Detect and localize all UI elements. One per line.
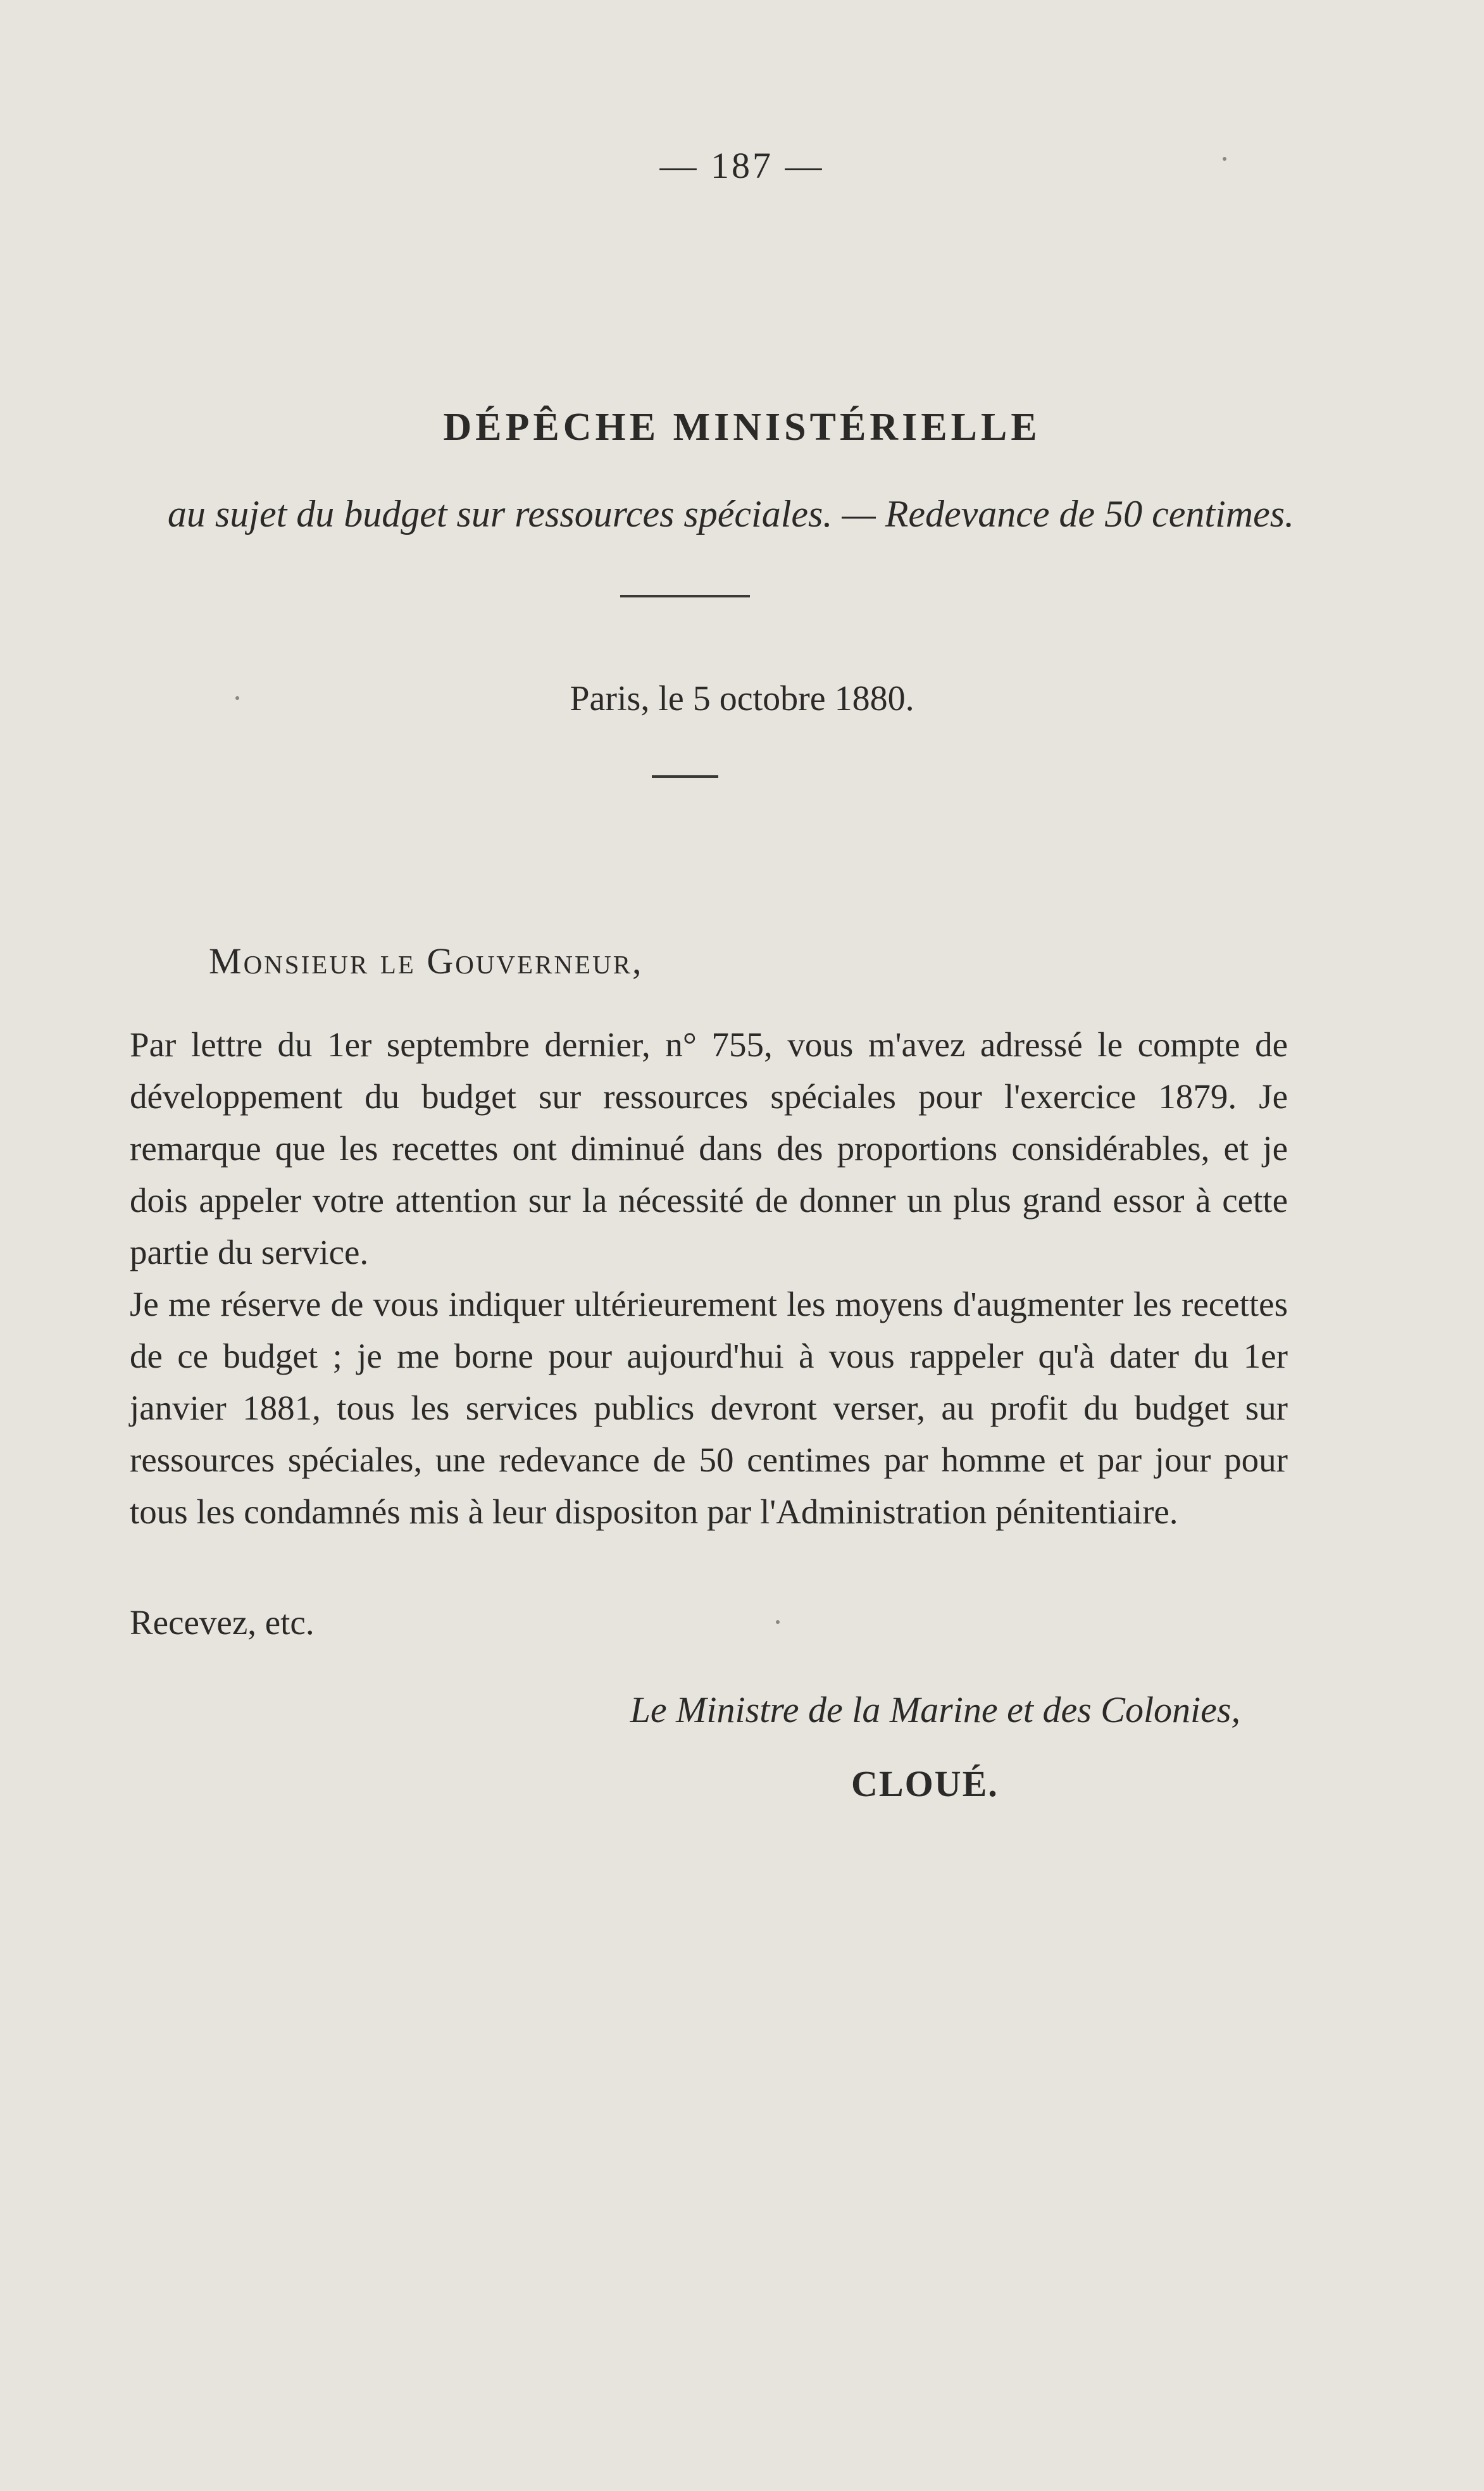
separator-rule: [620, 595, 750, 597]
separator-rule-short: [652, 775, 718, 778]
document-title: DÉPÊCHE MINISTÉRIELLE: [443, 406, 1041, 449]
salutation: Monsieur le Gouverneur,: [209, 940, 644, 982]
signature-title: Le Ministre de la Marine et des Colonies,: [630, 1689, 1240, 1730]
letter-body: [130, 1019, 1288, 1538]
paragraph-1: Par lettre du 1er septembre dernier, n° 755, vous m'avez adressé le compte de développement du budget sur ressources spéciales pour l'exercice 1879. Je remarque que les recettes ont diminué dans des proportions considérables, et je dois appeler votre attention sur la nécessité de donner un plus grand essor à cette partie du service.: [130, 1025, 1288, 1271]
closing-formula: Recevez, etc.: [130, 1603, 315, 1642]
dateline: Paris, le 5 octobre 1880.: [570, 679, 914, 718]
document-subtitle: au sujet du budget sur ressources spéciales. — Redevance de 50 centimes.: [167, 493, 1295, 535]
paragraph-2: Je me réserve de vous indiquer ultérieurement les moyens d'augmenter les recettes de ce budget ; je me borne pour aujourd'hui à vous rappeler qu'à dater du 1er janvier 1881, tous les services publics devront verser, au profit du budget sur ressources spéciales, une redevance de 50 centimes par homme et par jour pour tous les condamnés mis à leur dispositon par l'Administration pénitentiaire.: [130, 1285, 1288, 1531]
paper-speck: [776, 1620, 780, 1624]
page-number: — 187 —: [659, 145, 825, 186]
paper-speck: [1223, 157, 1226, 161]
signature-name: CLOUÉ.: [851, 1763, 999, 1804]
paper-speck: [235, 696, 239, 700]
